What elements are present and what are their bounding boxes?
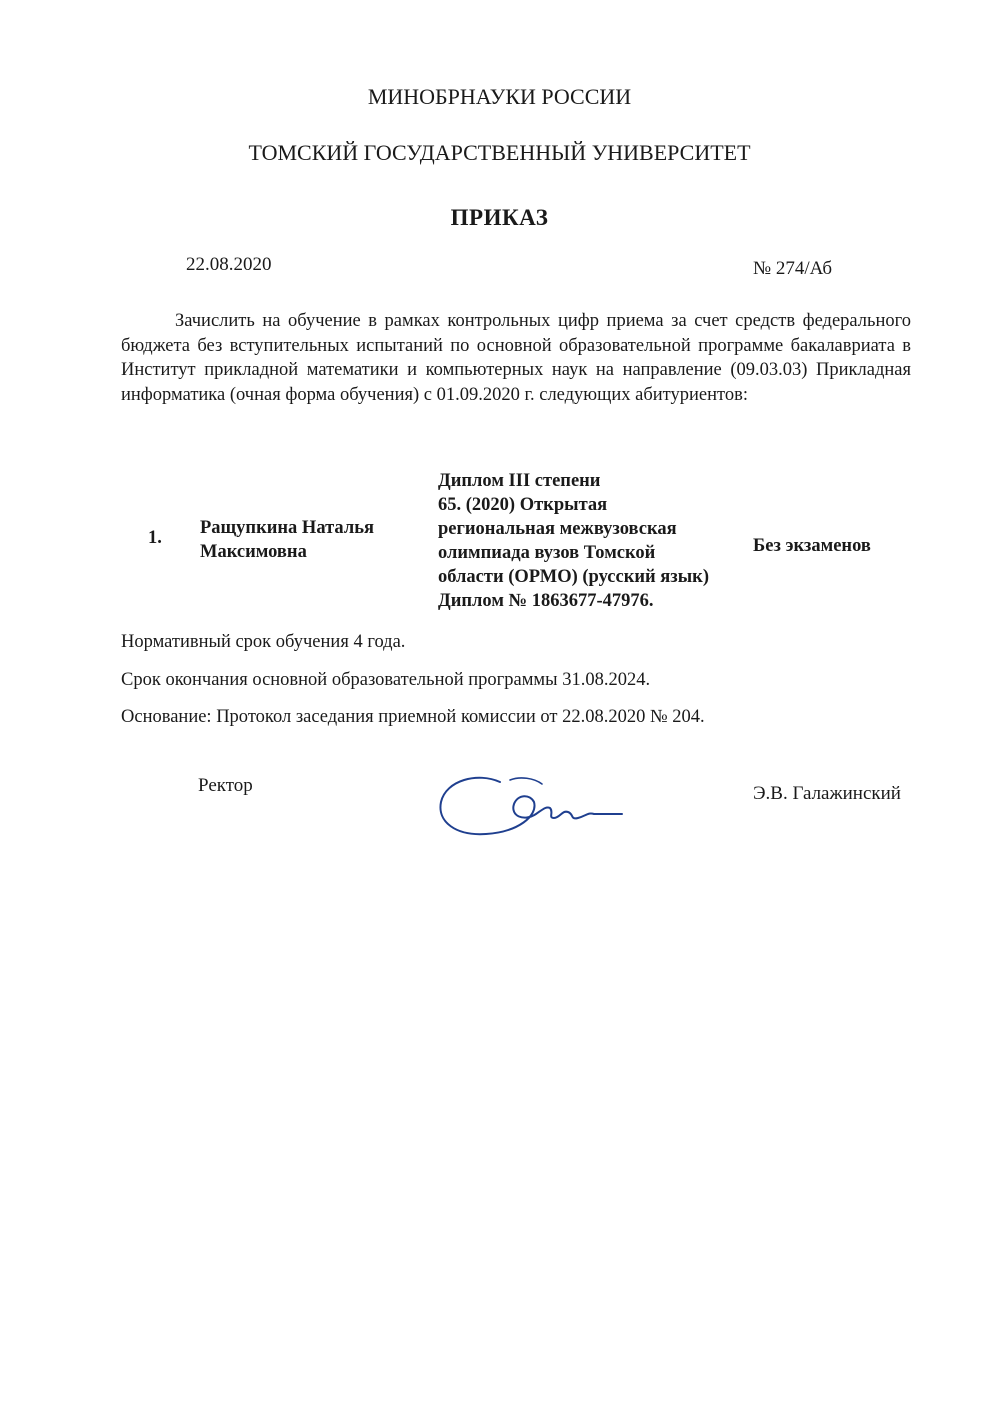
order-number: № 274/Аб [753, 258, 833, 279]
basis-line: 65. (2020) Открытая [438, 495, 608, 515]
applicant-result: Без экзаменов [753, 536, 871, 556]
order-body-paragraph: Зачислить на обучение в рамках контрольных цифр приема за счет средств федерального бюджета без вступительных испытаний по основной образовательной программе бакалавриата в Институт прикладной математики и компьютерных наук на направление (09.03.03) Прикладная информатика (очная форма обучения) с 01.09.2020 г. следующих абитуриентов: [121, 311, 911, 405]
applicant-name-line: Максимовна [200, 542, 307, 562]
study-term-line: Нормативный срок обучения 4 года. [121, 632, 406, 652]
basis-line: Основание: Протокол заседания приемной комиссии от 22.08.2020 № 204. [121, 707, 705, 727]
applicant-name [200, 516, 410, 564]
signatory-name: Э.В. Галажинский [753, 783, 901, 804]
basis-line: области (ОРМО) (русский язык) [438, 567, 710, 587]
basis-line: Диплом III степени [438, 471, 601, 491]
basis-line: олимпиада вузов Томской [438, 543, 656, 563]
university-heading: ТОМСКИЙ ГОСУДАРСТВЕННЫЙ УНИВЕРСИТЕТ [248, 140, 751, 165]
basis-line: региональная межвузовская [438, 519, 677, 539]
applicant-name-line: Ращупкина Наталья [200, 518, 374, 538]
basis-line: Диплом № 1863677-47976. [438, 591, 654, 611]
order-date: 22.08.2020 [186, 254, 272, 275]
document-title: ПРИКАЗ [450, 205, 549, 230]
applicant-admission-basis [438, 469, 743, 613]
signature-stroke [510, 778, 542, 784]
signatory-title: Ректор [198, 775, 253, 796]
handwritten-signature [438, 770, 628, 840]
program-end-line: Срок окончания основной образовательной программы 31.08.2024. [121, 670, 651, 690]
applicant-index: 1. [148, 528, 162, 548]
ministry-heading: МИНОБРНАУКИ РОССИИ [367, 84, 632, 109]
signature-stroke [440, 778, 622, 834]
